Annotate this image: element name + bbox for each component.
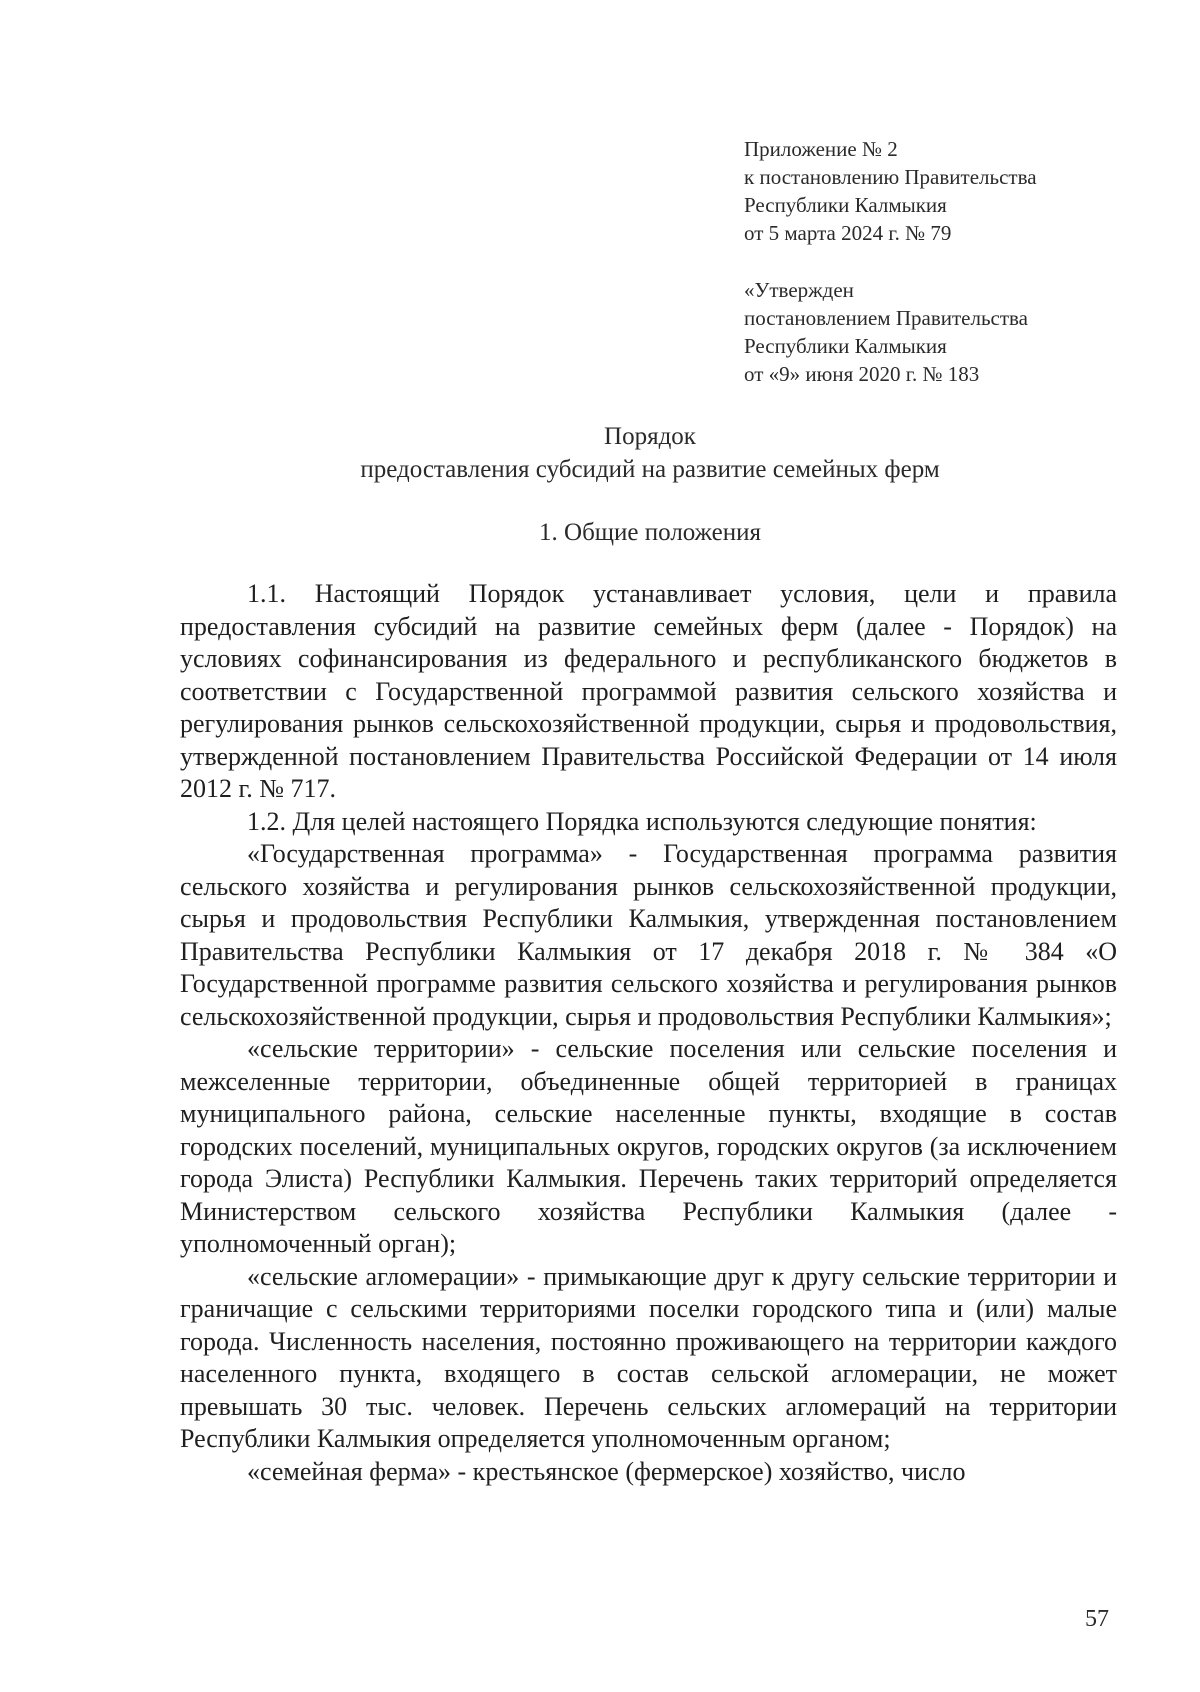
title-line-1: Порядок: [604, 423, 696, 450]
document-body: [180, 578, 1117, 1488]
appendix-line: от 5 марта 2024 г. № 79: [744, 221, 952, 245]
paragraph: 1.1. Настоящий Порядок устанавливает условия, цели и правила предоставления субсидий на развитие семейных ферм (далее - Порядок) на условиях софинансирования из федерального и республиканского бюджетов в соответствии с Государственной программой развития сельского хозяйства и регулирования рынков сельскохозяйственной продукции, сырья и продовольствия, утвержденной постановлением Правительства Российской Федерации от 14 июля 2012 г. № 717.: [180, 579, 1117, 803]
approved-line: от «9» июня 2020 г. № 183: [744, 362, 980, 386]
approved-line: Республики Калмыкия: [744, 334, 947, 358]
appendix-line: Приложение № 2: [744, 137, 898, 161]
appendix-line: Республики Калмыкия: [744, 193, 947, 217]
paragraph: «семейная ферма» - крестьянское (фермерское) хозяйство, число: [247, 1456, 966, 1486]
approval-stamp-text: [744, 276, 1028, 388]
approved-line: «Утвержден: [744, 278, 854, 302]
paragraph: 1.2. Для целей настоящего Порядка используются следующие понятия:: [247, 806, 1037, 836]
section-heading: 1. Общие положения: [539, 519, 761, 546]
paragraph: «Государственная программа» - Государственная программа развития сельского хозяйства и регулирования рынков сельскохозяйственной продукции, сырья и продовольствия Республики Калмыкия, утвержденная постановлением Правительства Республики Калмыкия от 17 декабря 2018 г. № 384 «О Государственной программе развития сельского хозяйства и регулирования рынков сельскохозяйственной продукции, сырья и продовольствия Республики Калмыкия»;: [180, 839, 1117, 1031]
page-number: 57: [1085, 1606, 1109, 1632]
appendix-header: [744, 135, 1037, 247]
approved-line: постановлением Правительства: [744, 306, 1029, 330]
title-line-2: предоставления субсидий на развитие семейных ферм: [360, 456, 940, 483]
appendix-line: к постановлению Правительства: [744, 165, 1037, 189]
document-title: [0, 420, 1200, 486]
paragraph: «сельские территории» - сельские поселения или сельские поселения и межселенные территории, объединенные общей территорией в границах муниципального района, сельские населенные пункты, входящие в состав городских поселений, муниципальных округов, городских округов (за исключением города Элиста) Республики Калмыкия. Перечень таких территорий определяется Министерством сельского хозяйства Республики Калмыкия (далее - уполномоченный орган);: [180, 1034, 1117, 1258]
paragraph: «сельские агломерации» - примыкающие друг к другу сельские территории и граничащие с сельскими территориями поселки городского типа и (или) малые города. Численность населения, постоянно проживающего на территории каждого населенного пункта, входящего в состав сельской агломерации, не может превышать 30 тыс. человек. Перечень сельских агломераций на территории Республики Калмыкия определяется уполномоченным органом;: [180, 1261, 1117, 1453]
